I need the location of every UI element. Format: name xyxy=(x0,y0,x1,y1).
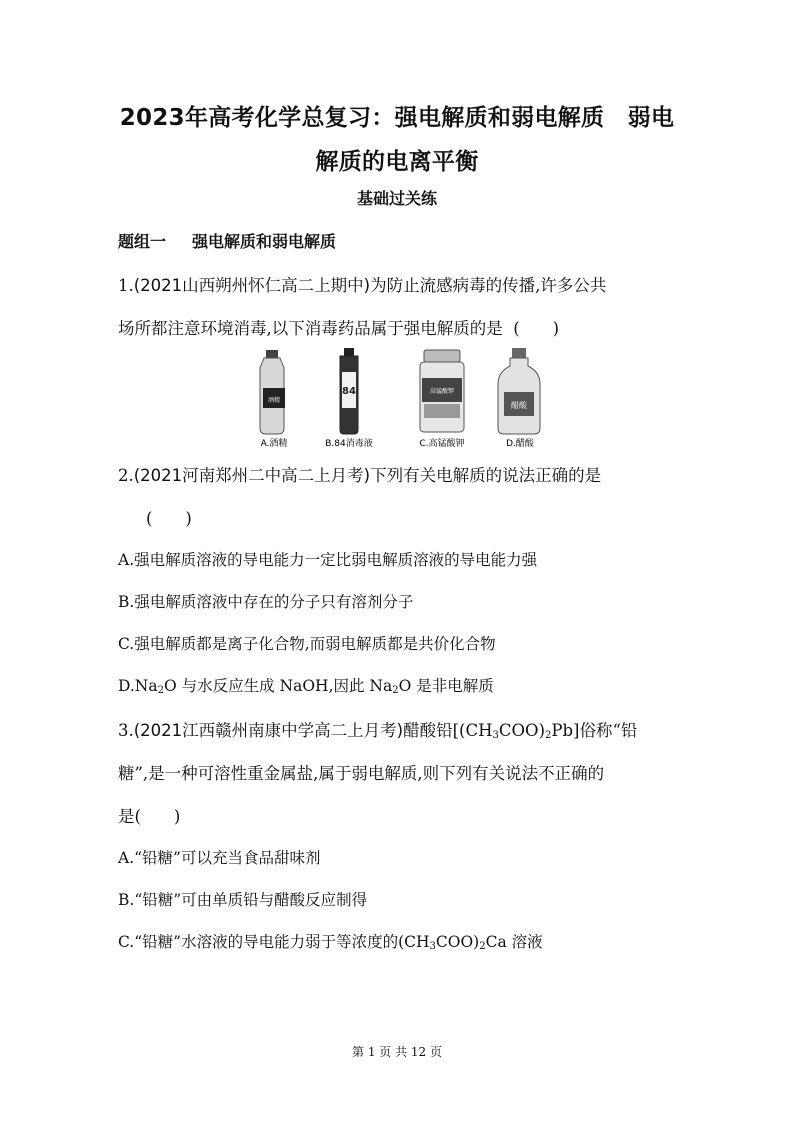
question-1-figure xyxy=(252,348,552,448)
document-title: 2023年高考化学总复习：强电解质和弱电解质 弱电 解质的电离平衡 xyxy=(119,105,675,175)
question-3-line-3: 是( ) xyxy=(118,807,181,826)
question-3-option-b: B.“铅糖”可由单质铅与醋酸反应制得 xyxy=(118,891,368,909)
caption-c: C.高锰酸钾 xyxy=(419,439,465,448)
caption-d: D.醋酸 xyxy=(506,439,534,448)
question-3-line-1: 3.(2021江西赣州南康中学高二上月考)醋酸铅$[(CH_3COO)_2Pb]$俗称“铅 xyxy=(118,721,638,741)
question-3-source: (2021江西赣州南康中学高二上月考) xyxy=(133,721,404,740)
question-2-answer-blank: ( ) xyxy=(146,509,192,528)
question-2-option-a: A.强电解质溶液的导电能力一定比弱电解质溶液的导电能力强 xyxy=(118,551,538,569)
acetic-acid-label: 醋酸 xyxy=(511,401,527,410)
question-3-line-2: 糖”,是一种可溶性重金属盐,属于弱电解质,则下列有关说法不正确的 xyxy=(118,764,605,783)
question-1-line-2: 场所都注意环境消毒,以下消毒药品属于强电解质的是 ( ) xyxy=(118,319,560,338)
alcohol-bottle-image xyxy=(260,350,285,434)
question-3-option-c: C.“铅糖”水溶液的导电能力弱于等浓度的$(CH_3COO)_2Ca$ 溶液 xyxy=(118,933,543,952)
answer-blank: ( ) xyxy=(513,319,560,338)
question-1-line-1: 1.(2021山西朔州怀仁高二上期中)为防止流感病毒的传播,许多公共 xyxy=(118,276,607,295)
permanganate-label: 高锰酸钾 xyxy=(429,388,455,395)
caption-a: A.酒精 xyxy=(260,439,288,448)
question-2-option-c: C.强电解质都是离子化合物,而弱电解质都是共价化合物 xyxy=(118,635,496,653)
acetic-acid-bottle-image xyxy=(498,348,540,434)
caption-b: B.84消毒液 xyxy=(325,439,373,448)
question-2-source: (2021河南郑州二中高二上月考) xyxy=(133,466,371,485)
question-2-option-b: B.强电解质溶液中存在的分子只有溶剂分子 xyxy=(118,593,414,611)
question-group-heading: 题组一 强电解质和弱电解质 xyxy=(118,232,337,251)
disinfectant-label: 84 xyxy=(342,386,356,397)
question-2-option-d: $D.Na_2O$ 与水反应生成 NaOH,因此 $Na_2O$ 是非电解质 xyxy=(118,677,494,696)
question-2-line-1: 2.(2021河南郑州二中高二上月考)下列有关电解质的说法正确的是 xyxy=(118,466,602,485)
question-3-option-a: A.“铅糖”可以充当食品甜味剂 xyxy=(118,849,321,867)
question-1-source: (2021山西朔州怀仁高二上期中) xyxy=(133,276,371,295)
page-footer: 第 1 页 共 12 页 xyxy=(352,1045,442,1059)
section-subtitle: 基础过关练 xyxy=(356,189,437,208)
alcohol-label: 酒精 xyxy=(267,397,281,404)
